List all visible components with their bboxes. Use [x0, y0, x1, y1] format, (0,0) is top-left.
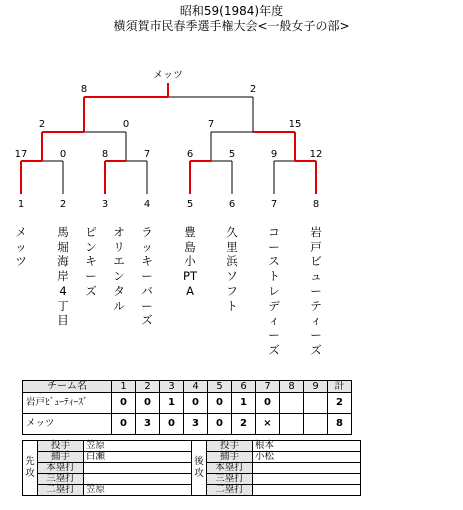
table-row — [23, 463, 192, 474]
header-cell: 5 — [208, 381, 232, 393]
semi-score: 0 — [122, 119, 130, 130]
table-row — [23, 393, 352, 414]
player-name — [84, 463, 192, 474]
inning-cell: 0 — [160, 414, 184, 435]
player-role-label: 二塁打 — [207, 485, 253, 496]
player-role-label: 投手 — [38, 441, 84, 452]
table-row — [192, 463, 361, 474]
inning-cell — [304, 414, 328, 435]
team-name: 久里浜ソフト — [226, 225, 238, 313]
header-cell: 6 — [232, 381, 256, 393]
player-role-label: 三塁打 — [38, 474, 84, 485]
first-round-score: 12 — [309, 149, 323, 160]
total-cell: 8 — [328, 414, 352, 435]
player-name — [253, 485, 361, 496]
inning-cell: 3 — [184, 414, 208, 435]
table-row — [23, 485, 192, 496]
first-round-score: 9 — [270, 149, 278, 160]
scoreboard-table — [22, 380, 352, 435]
header-cell: 3 — [160, 381, 184, 393]
first-round-score: 8 — [101, 149, 109, 160]
final-score: 2 — [249, 84, 257, 95]
team-name: オリエンタル — [113, 225, 125, 313]
team-name: 岩戸ビューティーズ — [310, 225, 322, 357]
header-cell: 1 — [112, 381, 136, 393]
inning-cell: 0 — [208, 393, 232, 414]
inning-cell: 0 — [208, 414, 232, 435]
table-row — [23, 441, 192, 452]
team-name: 馬堀海岸4丁目 — [57, 225, 69, 328]
semi-score: 2 — [38, 119, 46, 130]
player-role-label: 捕手 — [207, 452, 253, 463]
first-round-score: 7 — [143, 149, 151, 160]
team-cell: 岩戸ﾋﾞｭｰﾃｨｰｽﾞ — [23, 393, 112, 414]
batting-order-label: 後攻 — [192, 441, 207, 496]
inning-cell: 3 — [136, 414, 160, 435]
player-name: 白瀬 — [84, 452, 192, 463]
header-cell: 9 — [304, 381, 328, 393]
first-round-score: 6 — [186, 149, 194, 160]
seed-number: 5 — [186, 199, 194, 210]
player-role-label: 三塁打 — [207, 474, 253, 485]
player-role-label: 本塁打 — [38, 463, 84, 474]
inning-cell: 1 — [232, 393, 256, 414]
team-name: 豊島小PTA — [183, 225, 197, 298]
inning-cell: × — [256, 414, 280, 435]
team-name: ラッキーバーズ — [141, 225, 153, 328]
team-name: メッツ — [15, 225, 27, 269]
table-row — [192, 474, 361, 485]
table-row — [192, 485, 361, 496]
table-row — [23, 474, 192, 485]
total-cell: 2 — [328, 393, 352, 414]
semi-score: 15 — [288, 119, 302, 130]
player-role-label: 投手 — [207, 441, 253, 452]
inning-cell: 1 — [160, 393, 184, 414]
player-name — [253, 474, 361, 485]
table-row — [23, 452, 192, 463]
second-team-players-table — [191, 440, 361, 496]
final-score: 8 — [80, 84, 88, 95]
inning-cell: 0 — [112, 393, 136, 414]
inning-cell — [280, 414, 304, 435]
player-name: 笠原 — [84, 441, 192, 452]
first-round-score: 0 — [59, 149, 67, 160]
player-role-label: 本塁打 — [207, 463, 253, 474]
first-team-players-table — [22, 440, 192, 496]
header-cell: 4 — [184, 381, 208, 393]
inning-cell — [280, 393, 304, 414]
winner-path-lines — [21, 83, 316, 194]
scoreboard-header — [23, 381, 352, 393]
player-name — [84, 474, 192, 485]
first-round-score: 17 — [14, 149, 28, 160]
table-row — [23, 414, 352, 435]
page-title: 昭和59(1984)年度 — [179, 4, 284, 18]
inning-cell: 0 — [112, 414, 136, 435]
batting-order-label: 先攻 — [23, 441, 38, 496]
header-cell: 7 — [256, 381, 280, 393]
first-round-score: 5 — [228, 149, 236, 160]
header-cell: 8 — [280, 381, 304, 393]
inning-cell: 0 — [256, 393, 280, 414]
bracket-lines — [42, 97, 295, 194]
seed-number: 1 — [17, 199, 25, 210]
table-row — [192, 441, 361, 452]
seed-number: 7 — [270, 199, 278, 210]
header-cell: 計 — [328, 381, 352, 393]
tournament-bracket — [0, 0, 463, 215]
seed-number: 8 — [312, 199, 320, 210]
table-row — [192, 452, 361, 463]
inning-cell — [304, 393, 328, 414]
inning-cell: 0 — [184, 393, 208, 414]
semi-score: 7 — [207, 119, 215, 130]
header-cell: チーム名 — [23, 381, 112, 393]
team-name: コーストレディーズ — [268, 225, 280, 357]
page-subtitle: 横須賀市民春季選手権大会<一般女子の部> — [113, 19, 350, 33]
seed-number: 2 — [59, 199, 67, 210]
player-name: 根本 — [253, 441, 361, 452]
inning-cell: 2 — [232, 414, 256, 435]
inning-cell: 0 — [136, 393, 160, 414]
seed-number: 6 — [228, 199, 236, 210]
team-cell: メッツ — [23, 414, 112, 435]
seed-number: 4 — [143, 199, 151, 210]
player-name: 笠原 — [84, 485, 192, 496]
player-role-label: 捕手 — [38, 452, 84, 463]
champion-label: メッツ — [153, 70, 183, 81]
player-name: 小松 — [253, 452, 361, 463]
team-name: ピンキーズ — [85, 225, 97, 298]
seed-number: 3 — [101, 199, 109, 210]
header-cell: 2 — [136, 381, 160, 393]
player-name — [253, 463, 361, 474]
player-role-label: 二塁打 — [38, 485, 84, 496]
